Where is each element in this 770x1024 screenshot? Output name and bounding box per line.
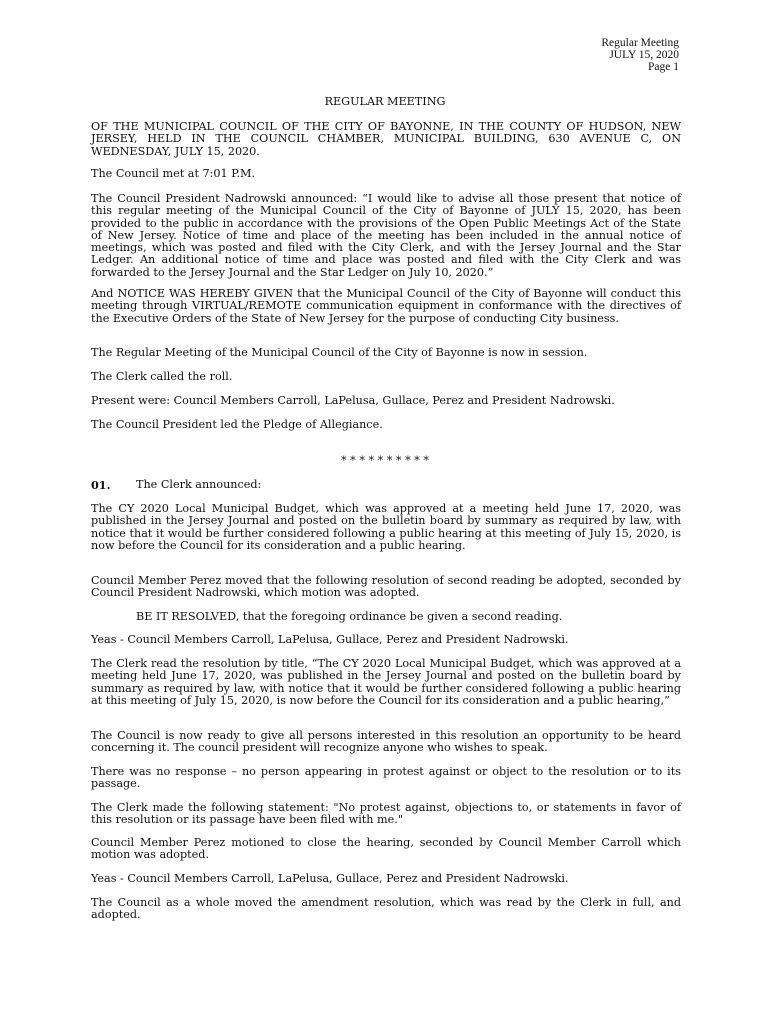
yeas-paragraph-2: Yeas - Council Members Carroll, LaPelusa, Gullace, Perez and President Nadrowski. [91, 872, 569, 885]
header-page-number: Page 1 [648, 61, 679, 74]
yeas-paragraph-1: Yeas - Council Members Carroll, LaPelusa, Gullace, Perez and President Nadrowski. [91, 633, 569, 646]
page-header [601, 37, 679, 74]
pledge-paragraph: The Council President led the Pledge of Allegiance. [91, 418, 383, 431]
roll-call-paragraph: The Clerk called the roll. [91, 370, 233, 383]
clerk-statement-paragraph: The Clerk made the following statement: "No protest against, objections to, or statements in favor of this resolution or its passage have been filed with me." [91, 801, 681, 827]
section-separator: * * * * * * * * * * [341, 454, 429, 467]
budget-paragraph: The CY 2020 Local Municipal Budget, which was approved at a meeting held June 17, 2020, was published in the Jersey Journal and posted on the bulletin board by summary as required by law, with notice that it would be further considered following a public hearing at this meeting of July 15, 2020, is now before the Council for its consideration and a public hearing. [91, 502, 681, 552]
council-met-paragraph: The Council met at 7:01 P.M. [91, 167, 256, 180]
item-number: 01. [91, 478, 111, 492]
notice-paragraph: And NOTICE WAS HEREBY GIVEN that the Municipal Council of the City of Bayonne will conduct this meeting through VIRTUAL/REMOTE communication equipment in conformance with the directives of the Executive Orders of the State of New Jersey for the purpose of conducting City business. [91, 287, 681, 325]
intro-paragraph: OF THE MUNICIPAL COUNCIL OF THE CITY OF BAYONNE, IN THE COUNTY OF HUDSON, NEW JERSEY, HELD IN THE COUNCIL CHAMBER, MUNICIPAL BUILDING, 630 AVENUE C, ON WEDNESDAY, JULY 15, 2020. [91, 120, 681, 158]
motion-paragraph: Council Member Perez moved that the following resolution of second reading be adopted, seconded by Council President Nadrowski, which motion was adopted. [91, 574, 681, 600]
ready-paragraph: The Council is now ready to give all persons interested in this resolution an opportunity to be heard concerning it. The council president will recognize anyone who wishes to speak. [91, 729, 681, 755]
header-meeting-type: Regular Meeting [601, 37, 679, 49]
present-paragraph: Present were: Council Members Carroll, LaPelusa, Gullace, Perez and President Nadrowski. [91, 394, 615, 407]
resolved-paragraph: BE IT RESOLVED, that the foregoing ordinance be given a second reading. [136, 610, 563, 623]
resolution-title-paragraph: The Clerk read the resolution by title, “The CY 2020 Local Municipal Budget, which was approved at a meeting held June 17, 2020, was published in the Jersey Journal and posted on the bulletin board by summary as required by law, with notice that it would be further considered following a public hearing at this meeting of July 15, 2020, is now before the Council for its consideration and a public hearing,” [91, 657, 681, 707]
item-heading: The Clerk announced: [136, 478, 262, 491]
amendment-paragraph: The Council as a whole moved the amendment resolution, which was read by the Clerk in full, and adopted. [91, 896, 681, 922]
close-hearing-paragraph: Council Member Perez motioned to close the hearing, seconded by Council Member Carroll which motion was adopted. [91, 836, 681, 862]
session-paragraph: The Regular Meeting of the Municipal Council of the City of Bayonne is now in session. [91, 346, 588, 359]
header-date: JULY 15, 2020 [609, 49, 679, 62]
no-response-paragraph: There was no response – no person appearing in protest against or object to the resolution or to its passage. [91, 765, 681, 791]
announcement-paragraph: The Council President Nadrowski announced: “I would like to advise all those present that notice of this regular meeting of the Municipal Council of the City of Bayonne of JULY 15, 2020, has been provided to the public in accordance with the provisions of the Open Public Meetings Act of the State of New Jersey. Notice of time and place of the meeting has been included in the annual notice of meetings, which was posted and filed with the City Clerk, and with the Jersey Journal and the Star Ledger. An additional notice of time and place was posted and filed with the City Clerk and was forwarded to the Jersey Journal and the Star Ledger on July 10, 2020.” [91, 192, 681, 279]
document-title: REGULAR MEETING [324, 95, 446, 108]
